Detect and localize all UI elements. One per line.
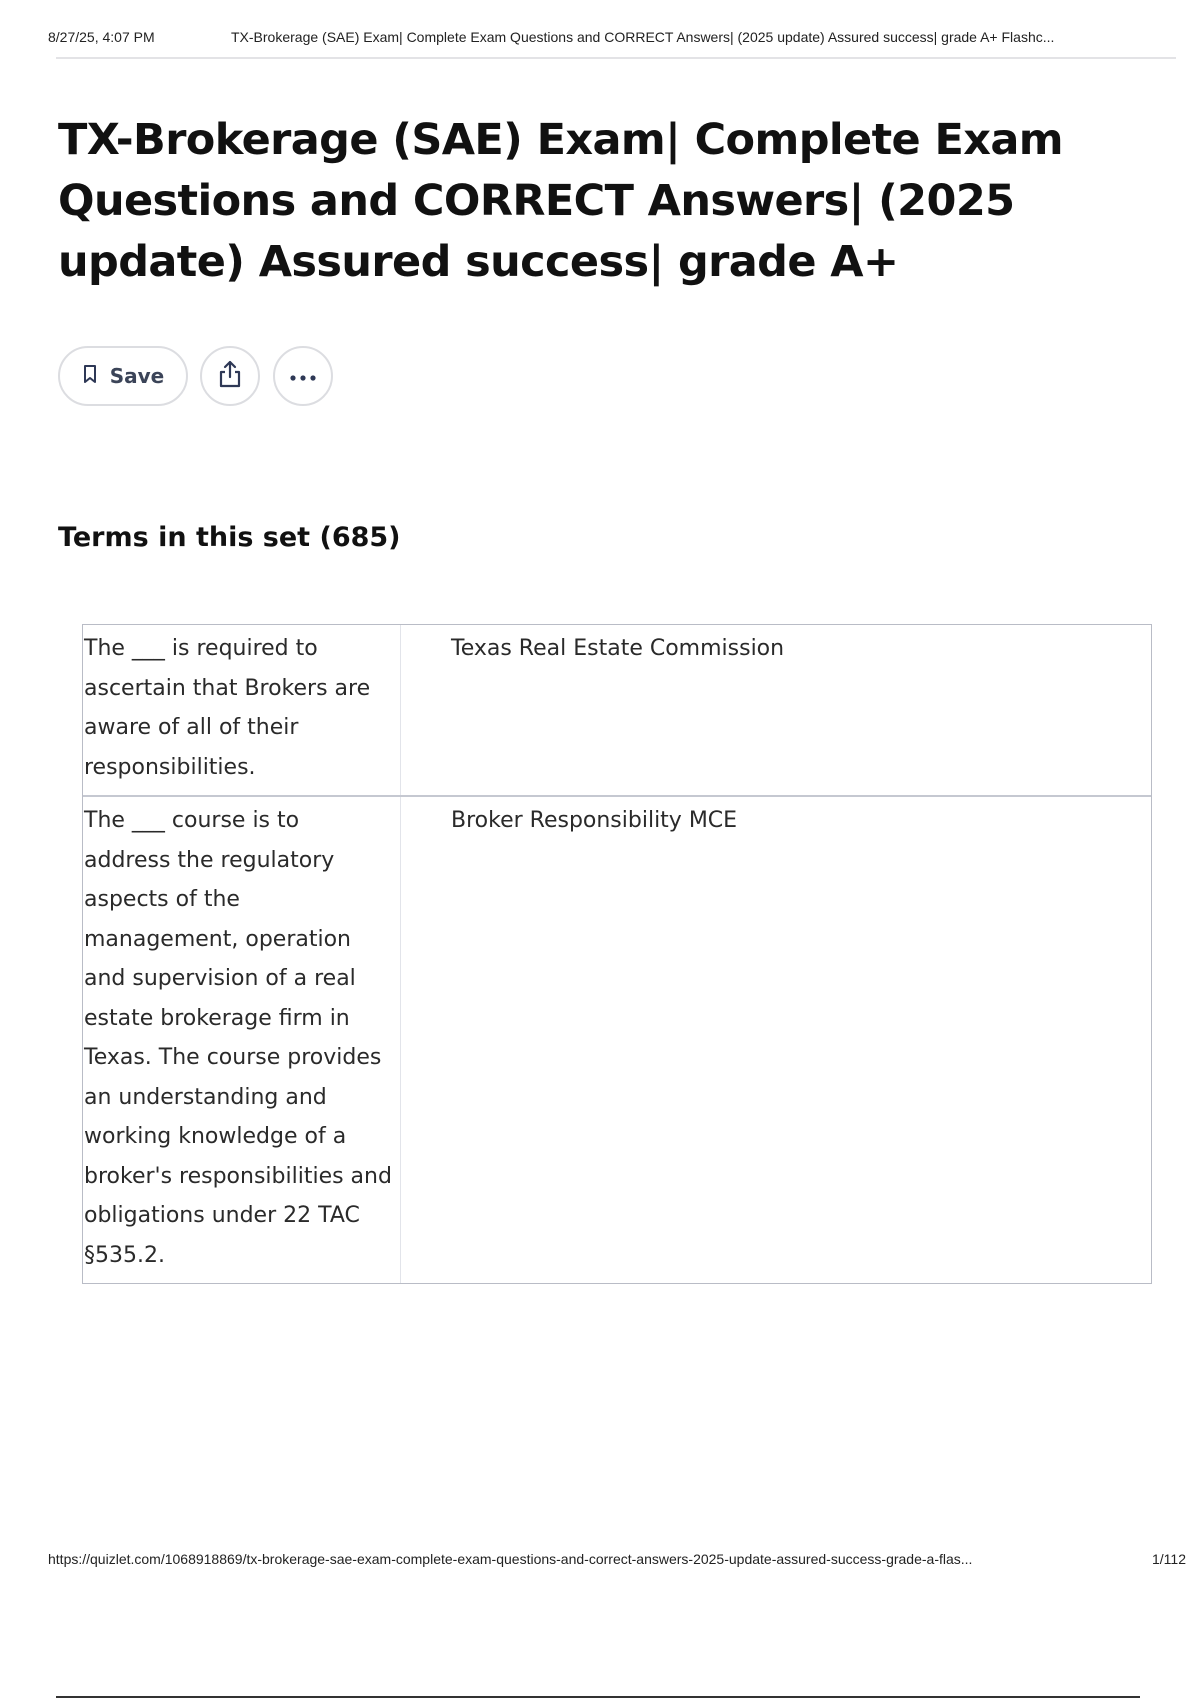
page-url: https://quizlet.com/1068918869/tx-brokerage-sae-exam-complete-exam-questions-and-correct-answers-2025-update-assured-success-grade-a-flas... (48, 1551, 973, 1567)
share-button[interactable] (200, 346, 260, 406)
share-icon (217, 360, 243, 392)
terms-table (82, 624, 1152, 1284)
definition-text: Texas Real Estate Commission (451, 636, 785, 661)
more-options-button[interactable] (273, 346, 333, 406)
page-number: 1/112 (1152, 1551, 1186, 1567)
bottom-divider (56, 1696, 1140, 1698)
term-row[interactable] (83, 625, 1151, 797)
bookmark-icon (82, 364, 98, 389)
save-button[interactable] (58, 346, 188, 406)
term-text: The ___ course is to address the regulatory aspects of the management, operation and supervision of a real estate brokerage firm in Texas. The course provides an understanding and working knowledge of a broker's responsibilities and obligations under 22 TAC §535.2. (83, 797, 401, 1283)
term-row[interactable] (83, 797, 1151, 1283)
header-divider (56, 57, 1176, 59)
print-header (48, 29, 1174, 45)
action-bar (58, 346, 346, 406)
print-timestamp: 8/27/25, 4:07 PM (48, 29, 155, 45)
definition-text: Broker Responsibility MCE (451, 808, 738, 833)
page-title: TX-Brokerage (SAE) Exam| Complete Exam Questions and CORRECT Answers| (2025 update) Assured success| grade A+ (58, 115, 1064, 287)
terms-heading: Terms in this set (685) (58, 522, 401, 553)
print-footer (48, 1551, 1186, 1567)
term-text: The ___ is required to ascertain that Brokers are aware of all of their responsibilities. (83, 625, 401, 795)
more-horizontal-icon (289, 367, 317, 386)
save-button-label: Save (109, 364, 165, 388)
print-doc-title: TX-Brokerage (SAE) Exam| Complete Exam Questions and CORRECT Answers| (2025 update) Assured success| grade A+ Flashc... (231, 29, 1055, 45)
